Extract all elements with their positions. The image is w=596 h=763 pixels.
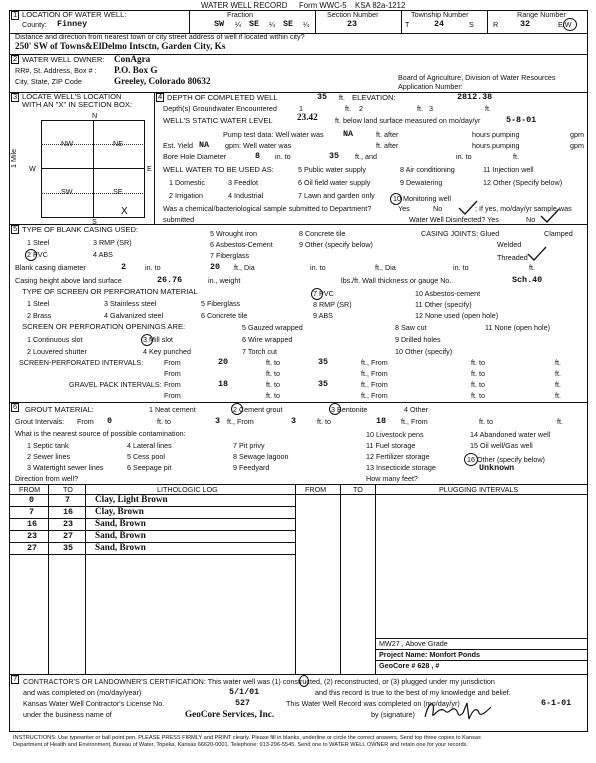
contam-unknown[interactable]: Unknown [479, 463, 515, 473]
section-4-number: 4 [158, 92, 163, 101]
casing-concrete-tile[interactable]: 8 Concrete tile [299, 229, 346, 238]
disinfected-label: Water Well Disinfected? Yes [409, 215, 499, 224]
mill-slot-circle [141, 334, 153, 346]
contam-8[interactable]: 8 Sewage lagoon [233, 452, 289, 461]
casing-wrought-iron[interactable]: 5 Wrought iron [210, 229, 258, 238]
use-3[interactable]: 3 Feedlot [228, 178, 258, 187]
distance-value[interactable]: 250' SW of Towns&ElDelmo Intsctn, Garden City, Ks [15, 41, 226, 51]
opening-gauzed[interactable]: 5 Gauzed wrapped [242, 323, 303, 332]
business-label: under the business name of [23, 710, 112, 719]
use-11[interactable]: 11 Injection well [483, 165, 534, 174]
casing-asbestos[interactable]: 6 Asbestos-Cement [210, 240, 273, 249]
signature-label: by (signature) [371, 710, 415, 719]
opening-louvered[interactable]: 2 Louvered shutter [27, 347, 87, 356]
depth-value[interactable]: 35 [317, 92, 328, 102]
completed-date[interactable]: 5/1/01 [229, 687, 260, 697]
contam-7[interactable]: 7 Pit privy [233, 441, 265, 450]
range-label: Range Number [517, 10, 566, 19]
screen-abs[interactable]: 9 ABS [313, 311, 333, 320]
grout-2-to[interactable]: 18 [376, 416, 387, 426]
screen-brass[interactable]: 2 Brass [27, 311, 52, 320]
disinfected-no-check-icon [539, 208, 561, 224]
license-number[interactable]: 527 [235, 698, 251, 708]
grout-intervals-label: Grout Intervals: [15, 417, 65, 426]
county-label: County: [22, 20, 47, 29]
how-many-label: How many feet? [366, 474, 418, 483]
screen-pvc[interactable]: 7 PVC [313, 289, 334, 298]
screen-pvc-circle [311, 288, 323, 300]
elevation-value[interactable]: 2812.38 [457, 92, 493, 102]
contam-10[interactable]: 10 Livestock pens [366, 430, 424, 439]
use-7[interactable]: 7 Lawn and garden only [298, 191, 375, 200]
opening-continuous[interactable]: 1 Continuous slot [27, 335, 83, 344]
screen-galvanized[interactable]: 4 Galvanized steel [104, 311, 164, 320]
threaded-check-icon [526, 246, 548, 262]
casing-pvc[interactable]: 2 PVC [27, 250, 48, 259]
casing-steel[interactable]: 1 Steel [27, 238, 50, 247]
section-number[interactable]: 23 [347, 19, 358, 29]
gravel-pack-label: GRAVEL PACK INTERVALS: [69, 380, 162, 389]
business-name[interactable]: GeoCore Services, Inc. [185, 709, 275, 719]
yield-value[interactable]: NA [199, 140, 210, 150]
grout-2-from[interactable]: 3 [291, 416, 297, 426]
township-label: Township Number [411, 10, 469, 19]
record-completed-label: This Water Well Record was completed on (mo/day/yr) [286, 699, 460, 708]
form-title: WATER WELL RECORD [201, 1, 288, 10]
screen-steel[interactable]: 1 Steel [27, 299, 50, 308]
gravel-from[interactable]: 18 [218, 379, 229, 389]
screen-asbestos[interactable]: 10 Asbestos-cement [415, 289, 481, 298]
section-1-number: 1 [13, 10, 18, 19]
opening-drilled[interactable]: 9 Drilled holes [395, 335, 441, 344]
grout-label: GROUT MATERIAL: [25, 405, 94, 414]
completed-label: and was completed on (mo/day/year) [23, 688, 142, 697]
groundwater-label: Depth(s) Groundwater Encountered [163, 104, 277, 113]
grout-neat-cement[interactable]: 1 Neat cement [149, 405, 196, 414]
static-level-value[interactable]: 23.42 [297, 112, 318, 122]
use-5[interactable]: 5 Public water supply [298, 165, 366, 174]
contamination-label: What is the nearest source of possible contamination: [15, 429, 186, 438]
water-well-record-form: WATER WELL RECORD Form WWC-5 KSA 82a-1212 1 LOCATION OF WATER WELL: County: Finney Fraction SW ¼ SE ¼ SE ¼ Section Number 23 Township Number T 24 S Range Number R 32 E/W Distance and direction from nearest town or city street address of well if located within city? 250' SW of Towns&ElDelmo Intsctn, Garden City, Ks 2 WATER WELL OWNER: ConAgra RR#, St. Address, Box # : P.O. Box G City, State, ZIP Code Greeley, Colorado 80632 Board of Agriculture, Division of Water Resources Application Number: 3 LOCATE WELL'S LOCATION WITH AN "X" IN SECTION BOX: N S W E 1 Mile NW NE SW SE X 4 DEPTH OF COMPLETED WELL 35 ft. ELEVATION: 2812.38 Depth(s) Groundwater Encountered 1 ft. 2 ft. 3 ft. WELL'S STATIC WATER LEVEL 23.42 ft. below land surface measured on mo/day/yr 5-8-01 Pump test data: Well water was NA ft. after hours pumping gpm Est. Yield NA gpm: Well water was ft. after hours pumping gpm Bore Hole Diameter 8 in. to 35 ft., and in. to ft. WELL WATER TO BE USED AS: 5 Public water supply 8 Air conditioning 11 Injection well 1 Domestic 3 Feedlot 6 Oil field water supply 9 Dewatering 12 Other (Specify below) 2 Irrigation 4 Industrial 7 Lawn and garden only 10 Monitoring well Was a chemical/bacteriological sample submitted to Department? Yes No ; If yes, mo/day/yr sample was submitted Water Well Disinfected? Yes No 5 TYPE OF BLANK CASING USED: 1 Steel 3 RMP (SR) 5 Wrought iron 8 Concrete tile 2 PVC 4 ABS 6 Asbestos-Cement 9 Other (specify below) 7 Fiberglass CASING JOINTS: Glued Clamped Welded Threaded Blank casing diameter 2 in. to 20 ft., Dia in. to ft., Dia in. to ft. Casing height above land surface 26.76 in., weight lbs./ft. Wall thickness or gauge No. Sch.40 TYPE OF SCREEN OR PERFORATION MATERIAL 1 Steel 3 Stainless steel 5 Fiberglass 7 PVC 10 Asbestos-cement 2 Brass 4 Galvanized steel 6 Concrete tile 8 RMP (SR) 11 Other (specify) 9 ABS 12 None used (open hole) SCREEN OR PERFORATION OPENINGS ARE: 5 Gauzed wrapped 8 Saw cut 11 None (open hole) 1 Continuous slot 3 Mill slot 6 Wire wrapped 9 Drilled holes 2 Louvered shutter 4 Key punched 7 Torch cut 10 Other (specify) SCREEN-PERFORATED INTERVALS: From 20 ft. to 35 ft., From ft. to ft. From ft. to ft., From ft. to ft. GRAVEL PACK INTERVALS: From 18 ft. to 35 ft., From ft. to ft. From ft. to ft., From ft. to ft. 6 GROUT MATERIAL: 1 Neat cement 2 Cement grout 3 Bentonite 4 Other Grout Intervals: From 0 ft. to 3 ft., From 3 ft. to 18 ft., From ft. to ft. What is the nearest source of possible contamination: 10 Livestock pens 14 Abandoned water well 1 Septic tank 4 Lateral lines 7 Pit privy 11 Fuel storage 15 Oil well/Gas well 2 Sewer lines 5 Cess pool 8 Sewage lagoon 12 Fertilizer storage 16 Other (specify below) 3 Watertight sewer lines 6 Seepage pit 9 Feedyard 13 Insecticide storage Unknown Direction from well? How many feet? FROM TO LITHOLOGIC LOG FROM TO PLUGGING INTERVALS 0 7 Clay, Light Brown 7 16 Clay, Brown 16 23 Sand, Brown 23 27 Sand, Brown 27 35 Sand, Brown MW27 , Above Grade Project Name: Monfort Ponds GeoCore # 628 , # 7 CONTRACTOR'S OR LANDOWNER'S CERTIFICATION: This water well was (1) constructed, (2) reconstructed, or (3) plugged under my jurisdiction and was completed on (mo/day/year) 5/1/01 and this record is true to the best of my knowledge and belief. Kansas Water Well Contractor's License No. 527 This Water Well Record was completed on (mo/day/yr) 6-1-01 under the business name of GeoCore Services, Inc. by (signature) INSTRUCTIONS: Use typewriter or ball point pen. PLEASE PRESS FIRMLY and PRINT clearly. Please fill in blanks, underline or circle the correct answers. Send top three copies to Kansas Department of Health and Environment, Bureau of Water, Topeka, Kansas 66620-0001. Telephone: 913-296-5545. Send one to WATER WELL OWNER and retain one for your records. [9, 0, 588, 763]
contam-4[interactable]: 4 Lateral lines [127, 441, 172, 450]
section-3-title-2: WITH AN "X" IN SECTION BOX: [22, 100, 133, 109]
record-completed-date[interactable]: 6-1-01 [541, 698, 572, 708]
casing-diameter-label: Blank casing diameter [15, 263, 86, 272]
range-number[interactable]: 32 [520, 19, 531, 29]
city-value[interactable]: Greeley, Colorado 80632 [114, 76, 211, 86]
signature[interactable] [421, 697, 496, 725]
screen-fiberglass[interactable]: 5 Fiberglass [201, 299, 241, 308]
application-label: Application Number: [398, 82, 463, 91]
address-value[interactable]: P.O. Box G [114, 65, 158, 75]
screen-to[interactable]: 35 [318, 357, 329, 367]
water-use-label: WELL WATER TO BE USED AS: [163, 165, 274, 174]
contam-12[interactable]: 12 Fertilizer storage [366, 452, 430, 461]
screen-rmp[interactable]: 8 RMP (SR) [313, 300, 352, 309]
instructions-line-2: Department of Health and Environment, Bureau of Water, Topeka, Kansas 66620-0001. Telephone: 913-296-5545. Send one to WATER WELL OWNER and retain one for your records. [13, 742, 468, 748]
openings-label: SCREEN OR PERFORATION OPENINGS ARE: [22, 322, 186, 331]
section-number-label: Section Number [327, 10, 379, 19]
log-header-from: FROM [19, 485, 41, 494]
section-3-title-1: LOCATE WELL'S LOCATION [22, 92, 122, 101]
log-note-2: Project Name: Monfort Ponds [379, 650, 481, 659]
casing-rmp[interactable]: 3 RMP (SR) [93, 238, 132, 247]
pump-test-value[interactable]: NA [343, 129, 354, 139]
section-2-number: 2 [13, 54, 18, 63]
chem-no-check-icon [457, 200, 479, 216]
casing-pvc-circle [25, 249, 37, 261]
board-label: Board of Agriculture, Division of Water Resources [398, 73, 556, 82]
screen-none[interactable]: 12 None used (open hole) [415, 311, 499, 320]
depth-label: DEPTH OF COMPLETED WELL [167, 93, 278, 102]
contam-2[interactable]: 2 Sewer lines [27, 452, 71, 461]
range-west-circle [563, 18, 577, 31]
casing-height[interactable]: 26.76 [157, 275, 183, 285]
plug-header-from: FROM [305, 485, 327, 494]
contam-5[interactable]: 5 Cess pool [127, 452, 165, 461]
opening-none[interactable]: 11 None (open hole) [485, 323, 550, 332]
use-4[interactable]: 4 Industrial [228, 191, 264, 200]
owner-label: WATER WELL OWNER: [22, 55, 105, 64]
bore-hole-label: Bore Hole Diameter [163, 152, 227, 161]
county-value[interactable]: Finney [57, 19, 88, 29]
opening-key-punched[interactable]: 4 Key punched [143, 347, 191, 356]
fraction-label: Fraction [227, 10, 253, 19]
use-8[interactable]: 8 Air conditioning [400, 165, 455, 174]
grout-bentonite[interactable]: 3 Bentonite [331, 405, 368, 414]
range-direction: E/W [558, 20, 572, 29]
casing-abs[interactable]: 4 ABS [93, 250, 113, 259]
elevation-label: ELEVATION: [352, 93, 396, 102]
address-label: RR#, St. Address, Box # : [15, 66, 97, 75]
license-label: Kansas Water Well Contractor's License No. [23, 699, 165, 708]
opening-other[interactable]: 10 Other (specify) [395, 347, 453, 356]
opening-torch-cut[interactable]: 7 Torch cut [242, 347, 278, 356]
contam-15[interactable]: 15 Oil well/Gas well [470, 441, 533, 450]
use-12[interactable]: 12 Other (Specify below) [483, 178, 563, 187]
cement-grout-circle [231, 403, 243, 415]
casing-fiberglass[interactable]: 7 Fiberglass [210, 251, 250, 260]
yield-label: Est. Yield [163, 141, 193, 150]
contam-1[interactable]: 1 Septic tank [27, 441, 69, 450]
screen-other[interactable]: 11 Other (specify) [415, 300, 472, 309]
contam-9[interactable]: 9 Feedyard [233, 463, 270, 472]
log-header-lithologic: LITHOLOGIC LOG [157, 485, 218, 494]
constructed-circle [299, 675, 309, 687]
casing-other[interactable]: 9 Other (specify below) [299, 240, 373, 249]
screen-from[interactable]: 20 [218, 357, 229, 367]
use-10[interactable]: 10 Monitoring well [393, 194, 451, 203]
form-statute: KSA 82a-1212 [355, 1, 406, 10]
direction-label: Direction from well? [15, 474, 79, 483]
form-number: Form WWC-5 [299, 1, 347, 10]
grout-1-to[interactable]: 3 [215, 416, 221, 426]
bore-hole-diameter[interactable]: 8 [255, 151, 261, 161]
use-6[interactable]: 6 Oil field water supply [298, 178, 371, 187]
city-label: City, State, ZIP Code [15, 77, 82, 86]
use-2[interactable]: 2 Irrigation [169, 191, 203, 200]
contam-16[interactable]: 16 Other (specify below) [467, 455, 545, 464]
contam-14[interactable]: 14 Abandoned water well [470, 430, 551, 439]
screen-concrete[interactable]: 6 Concrete tile [201, 311, 248, 320]
casing-gauge[interactable]: Sch.40 [512, 275, 543, 285]
chem-question: Was a chemical/bacteriological sample submitted to Department? [163, 204, 372, 213]
section-3-number: 3 [13, 92, 18, 101]
contam-16-circle [464, 453, 478, 466]
casing-diameter[interactable]: 2 [121, 262, 127, 272]
township-number[interactable]: 24 [434, 19, 445, 29]
casing-type-label: TYPE OF BLANK CASING USED: [22, 225, 139, 234]
plug-header-intervals: PLUGGING INTERVALS [439, 485, 519, 494]
casing-height-label: Casing height above land surface [15, 276, 122, 285]
owner-value[interactable]: ConAgra [114, 54, 151, 64]
use-9[interactable]: 9 Dewatering [400, 178, 443, 187]
contam-6[interactable]: 6 Seepage pit [127, 463, 172, 472]
opening-saw-cut[interactable]: 8 Saw cut [395, 323, 427, 332]
distance-label: Distance and direction from nearest town or city street address of well if located within city? [15, 32, 305, 41]
contam-11[interactable]: 11 Fuel storage [366, 441, 416, 450]
contam-3[interactable]: 3 Watertight sewer lines [27, 463, 104, 472]
grout-cement[interactable]: 2 Cement grout [233, 405, 283, 414]
pump-test-label: Pump test data: Well water was [223, 130, 324, 139]
plug-header-to: TO [353, 485, 363, 494]
grout-1-from[interactable]: 0 [107, 416, 113, 426]
fraction-3[interactable]: SE [283, 19, 294, 29]
certification-text: CONTRACTOR'S OR LANDOWNER'S CERTIFICATION: This water well was (1) constructed, (2) reconstructed, or (3) plugged under my jurisdiction [23, 677, 495, 686]
well-location-mark[interactable]: X [121, 206, 128, 217]
screen-type-label: TYPE OF SCREEN OR PERFORATION MATERIAL [22, 287, 198, 296]
static-level-label: WELL'S STATIC WATER LEVEL [163, 116, 273, 125]
section-6-number: 6 [13, 402, 18, 411]
contam-13[interactable]: 13 Insecticide storage [366, 463, 436, 472]
section-7-number: 7 [13, 674, 18, 683]
casing-joints-label: CASING JOINTS: Glued [421, 229, 500, 238]
fraction-1[interactable]: SW [214, 19, 225, 29]
grout-other[interactable]: 4 Other [404, 405, 428, 414]
fraction-2[interactable]: SE [249, 19, 260, 29]
one-mile-label: 1 Mile [9, 148, 18, 168]
static-level-date[interactable]: 5-8-01 [506, 115, 537, 125]
bore-hole-depth[interactable]: 35 [329, 151, 340, 161]
use-1[interactable]: 1 Domestic [169, 178, 205, 187]
gravel-to[interactable]: 35 [318, 379, 329, 389]
log-note-3: GeoCore # 628 , # [379, 661, 440, 670]
instructions-line-1: INSTRUCTIONS: Use typewriter or ball point pen. PLEASE PRESS FIRMLY and PRINT clearly. Please fill in blanks, underline or circle the correct answers. Send top three copies to Kansas [13, 735, 481, 741]
opening-mill-slot[interactable]: 3 Mill slot [143, 335, 173, 344]
bentonite-circle [329, 403, 341, 415]
log-header-to: TO [63, 485, 73, 494]
opening-wire-wrapped[interactable]: 6 Wire wrapped [242, 335, 293, 344]
screen-stainless[interactable]: 3 Stainless steel [104, 299, 157, 308]
casing-depth[interactable]: 20 [210, 262, 221, 272]
screen-interval-label: SCREEN-PERFORATED INTERVALS: [19, 358, 144, 367]
log-note-1: MW27 , Above Grade [379, 639, 448, 648]
section-5-number: 5 [13, 224, 18, 233]
section-1-title: LOCATION OF WATER WELL: [22, 10, 127, 19]
